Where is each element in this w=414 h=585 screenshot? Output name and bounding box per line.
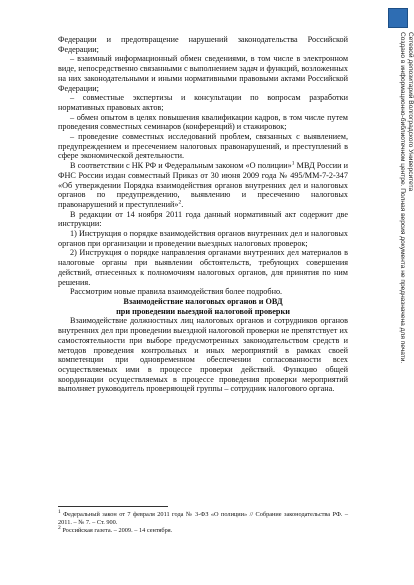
order-text-after: МВД России и ФНС России издан совместный Приказ от 30 июня 2009 года № 495/ММ-7-2-347 «Об утверждении Порядка взаимодействия органов внутренних дел и налоговых органов по предупреждению, выявлению и пресечению налоговых правонарушений и преступлений»	[58, 161, 349, 209]
body-line-3: – обмен опытом в целях повышения квалификации кадров, в том числе путем проведения совместных семинаров (конференций) и стажировок;	[58, 112, 348, 132]
footnote-text-1: Федеральный закон от 7 февраля 2011 года № 3-ФЗ «О полиции» // Собрание законодательства РФ. – 2011. – № 7. – Ст. 900.	[58, 511, 349, 526]
paragraph-section: Взаимодействие должностных лиц налоговых органов и сотрудников органов внутренних дел при проведении выездной налоговой проверки не препятствует их самостоятельности при выборе предусмотренных законодательством средств и методов проведения контрольных и иных мероприятий в рамках своей компетенции при одновременном обеспечении согласованности всех осуществляемых ими в процессе проверки действий. Функцию общей координации осуществляемых в процессе проведения проверки мероприятий выполняет руководитель проверяющей группы – сотрудник налогового органа.	[58, 316, 348, 394]
body-line-0: Федерации и предотвращение нарушений законодательства Российской Федерации;	[58, 35, 348, 54]
section-heading-line-1: Взаимодействие налоговых органов и ОВД	[123, 296, 283, 306]
section-heading-line-2: при проведении выездной налоговой проверки	[116, 306, 290, 316]
footnote-text-2: Российская газета. – 2009. – 14 сентября.	[62, 527, 173, 534]
footnote-ref-1: 1	[291, 160, 295, 167]
footnote-divider	[58, 506, 168, 507]
side-stamp-text	[398, 32, 414, 363]
library-logo-icon	[388, 8, 408, 28]
paragraph-review: Рассмотрим новые правила взаимодействия более подробно.	[70, 287, 283, 297]
footnote-1	[58, 508, 349, 527]
footnote-mark-1: 1	[58, 508, 61, 515]
main-text	[58, 35, 348, 394]
footnotes	[58, 506, 348, 535]
body-line-2: – совместные экспертизы и консультации по вопросам разработки нормативных правовых актов;	[58, 93, 348, 112]
paragraph-edit: В редакции от 14 ноября 2011 года данный нормативный акт содержит две инструкции:	[58, 209, 348, 229]
instruction-2: 2) Инструкция о порядке направления органами внутренних дел материалов в налоговые органы при выявлении обстоятельств, требующих совершения действий, отнесенных к полномочиям налоговых органов, для принятия по ним решения.	[58, 248, 348, 287]
instruction-1: 1) Инструкция о порядке взаимодействия органов внутренних дел и налоговых органов при организации и проведении выездных налоговых проверок;	[58, 229, 348, 248]
body-line-4: – проведение совместных исследований проблем, связанных с выявлением, предупреждением и пресечением налоговых правонарушений, и преступлений в сфере экономической деятельности.	[58, 132, 348, 161]
side-stamp-line-2: Создано в информационно-библиотечном центре. Полная версия документа не предназначена для печати.	[399, 32, 406, 364]
side-stamp-line-1: Сетевой депозитарий Волгоградского Университета	[407, 32, 414, 192]
paragraph-order	[58, 161, 348, 210]
order-text-end: .	[181, 199, 184, 209]
footnote-2	[58, 524, 348, 535]
footnote-ref-2: 2	[178, 199, 182, 206]
body-line-1: – взаимный информационный обмен сведениями, в том числе в электронном виде, непосредственно связанными с выполнением задач и функций, возложенных на них законодательными и иными нормативными правовыми актами Российской Федерации;	[58, 54, 348, 93]
footnote-mark-2: 2	[58, 524, 61, 531]
order-text-before: В соответствии с НК РФ и Федеральным законом «О полиции»	[70, 161, 292, 171]
